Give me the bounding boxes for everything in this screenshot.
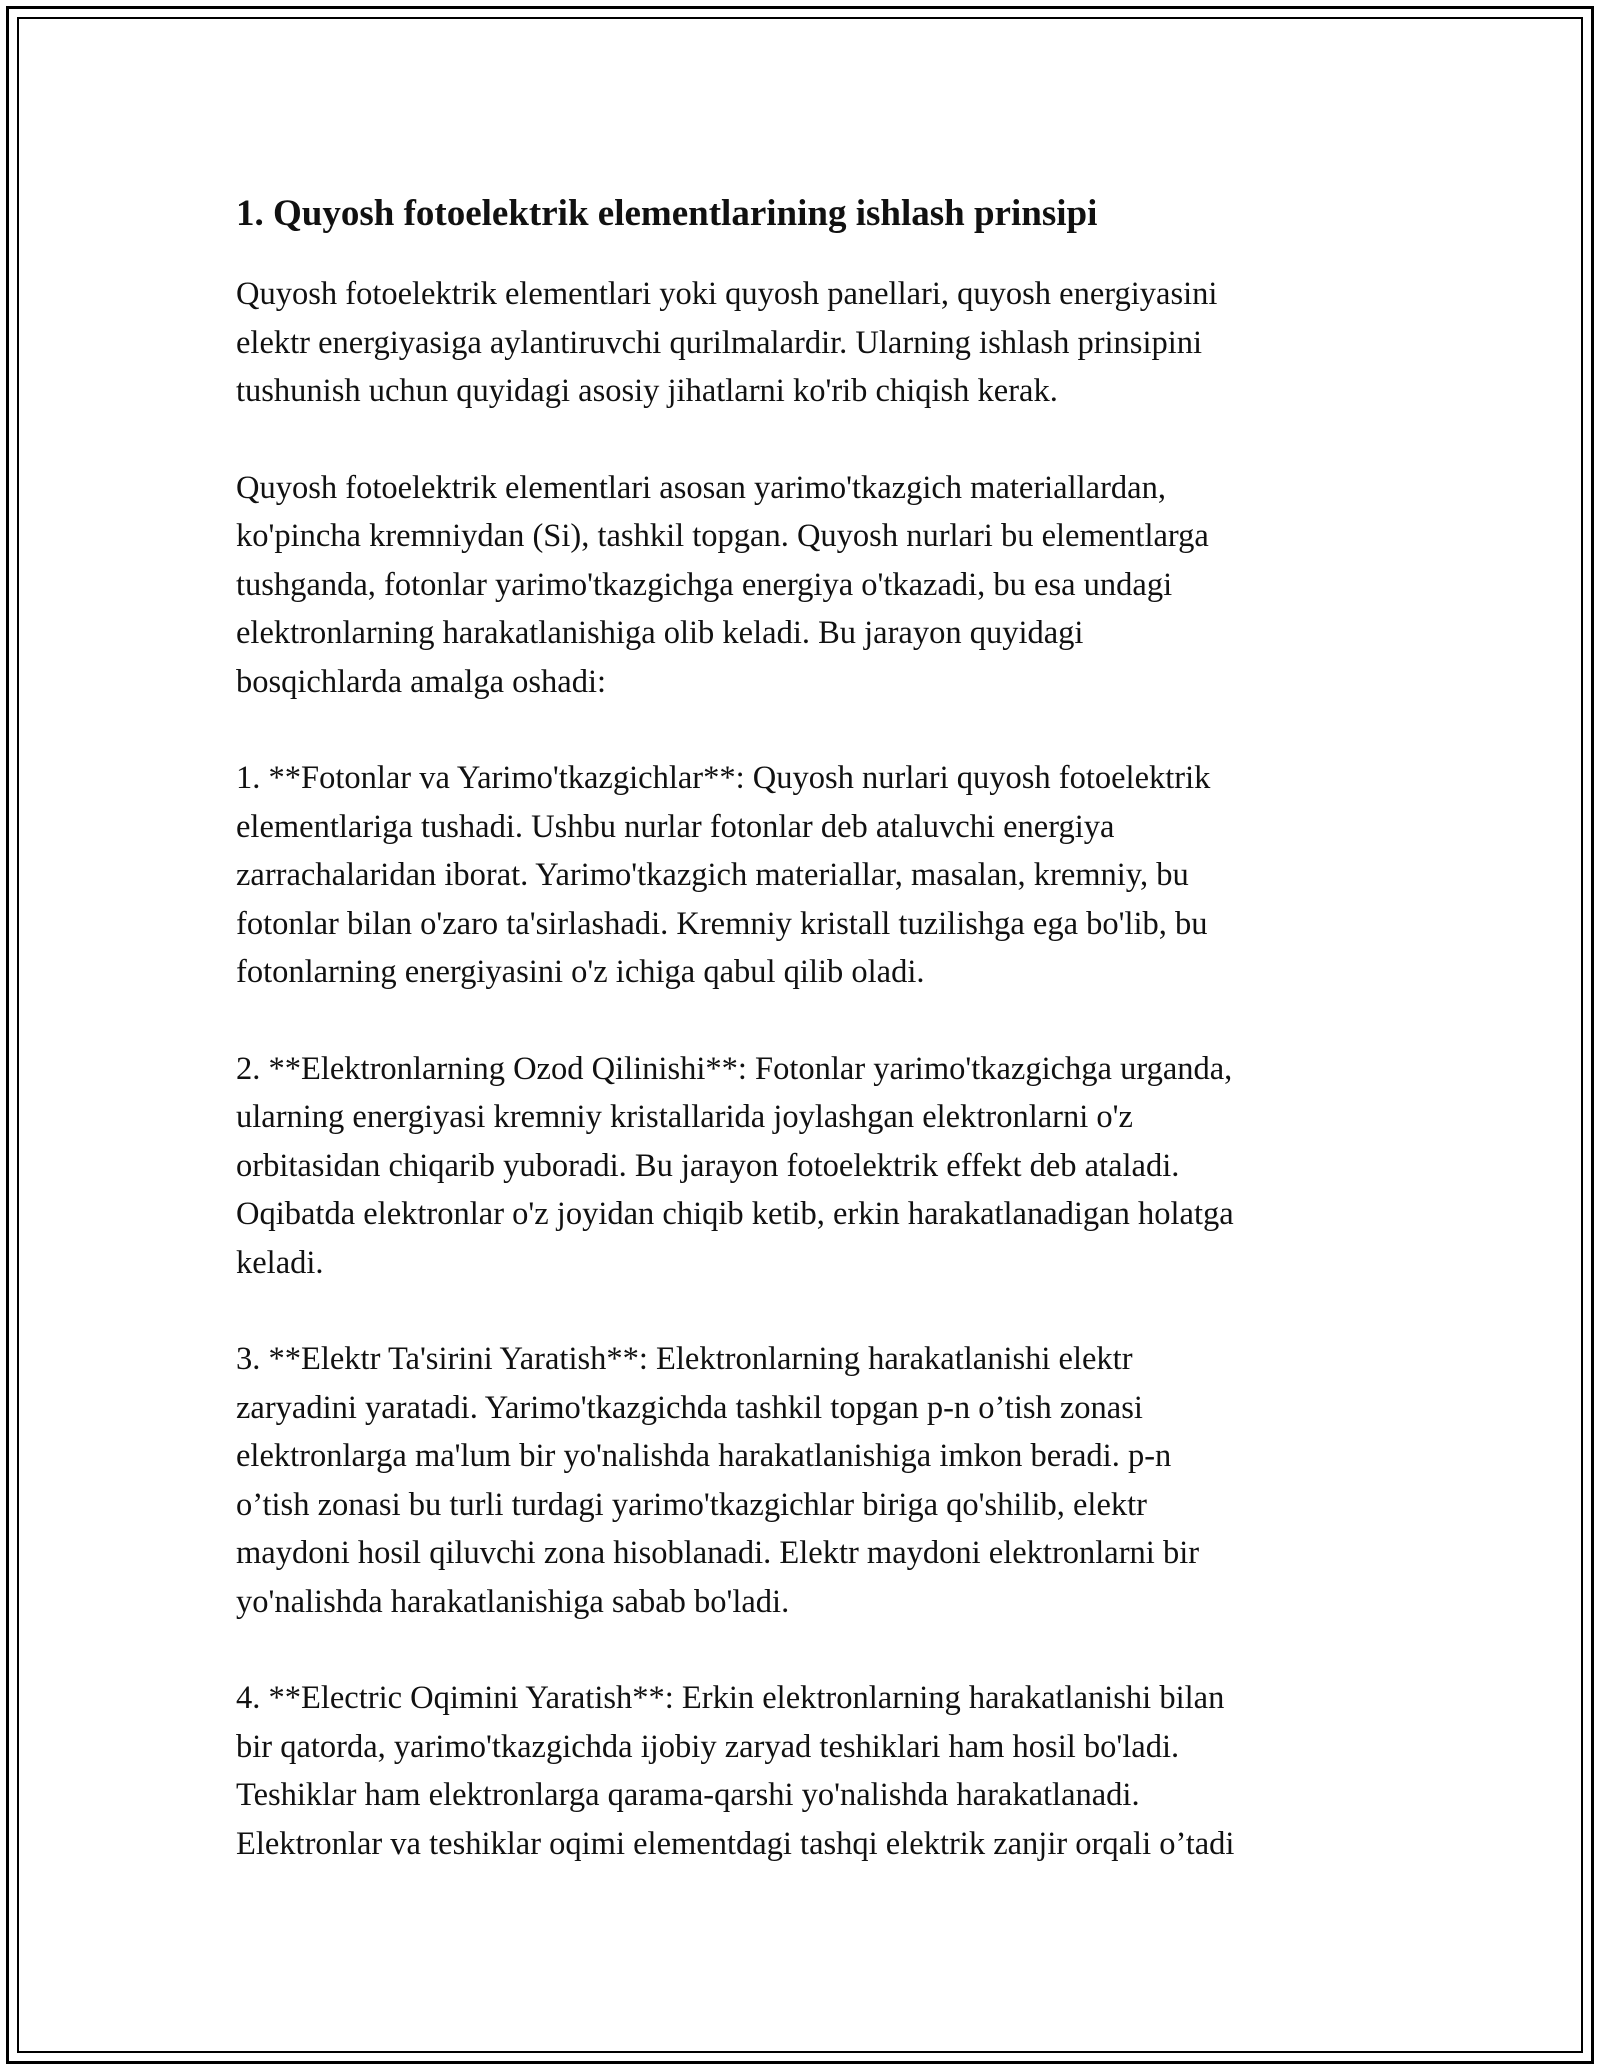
section-heading: 1. Quyosh fotoelektrik elementlarining ishlash prinsipi [236, 193, 1098, 234]
step-1-paragraph: 1. **Fotonlar va Yarimo'tkazgichlar**: Quyosh nurlari quyosh fotoelektrik elementlariga tushadi. Ushbu nurlar fotonlar deb ataluvchi energiya zarrachalaridan iborat. Yarimo'tkazgich materiallar, masalan, kremniy, bu fotonlar bilan o'zaro ta'sirlashadi. Kremniy kristall tuzilishga ega bo'lib, bu fotonlarning energiyasini o'z ichiga qabul qilib oladi. [236, 760, 1211, 990]
step-3-paragraph: 3. **Elektr Ta'sirini Yaratish**: Elektronlarning harakatlanishi elektr zaryadini yaratadi. Yarimo'tkazgichda tashkil topgan p-n o’tish zonasi elektronlarga ma'lum bir yo'nalishda harakatlanishiga imkon beradi. p-n o’tish zonasi bu turli turdagi yarimo'tkazgichlar biriga qo'shilib, elektr maydoni hosil qiluvchi zona hisoblanadi. Elektr maydoni elektronlarni bir yo'nalishda harakatlanishiga sabab bo'ladi. [236, 1341, 1200, 1620]
document-body [236, 186, 1386, 1868]
materials-paragraph: Quyosh fotoelektrik elementlari asosan yarimo'tkazgich materiallardan, ko'pincha kremniydan (Si), tashkil topgan. Quyosh nurlari bu elementlarga tushganda, fotonlar yarimo'tkazgichga energiya o'tkazadi, bu esa undagi elektronlarning harakatlanishiga olib keladi. Bu jarayon quyidagi bosqichlarda amalga oshadi: [236, 469, 1209, 700]
intro-paragraph: Quyosh fotoelektrik elementlari yoki quyosh panellari, quyosh energiyasini elektr energiyasiga aylantiruvchi qurilmalardir. Ularning ishlash prinsipini tushunish uchun quyidagi asosiy jihatlarni ko'rib chiqish kerak. [236, 276, 1218, 409]
step-2-paragraph: 2. **Elektronlarning Ozod Qilinishi**: Fotonlar yarimo'tkazgichga urganda, ularning energiyasi kremniy kristallarida joylashgan elektronlarni o'z orbitasidan chiqarib yuboradi. Bu jarayon fotoelektrik effekt deb ataladi. Oqibatda elektronlar o'z joyidan chiqib ketib, erkin harakatlanadigan holatga keladi. [236, 1050, 1234, 1281]
step-4-paragraph: 4. **Electric Oqimini Yaratish**: Erkin elektronlarning harakatlanishi bilan bir qatorda, yarimo'tkazgichda ijobiy zaryad teshiklari ham hosil bo'ladi. Teshiklar ham elektronlarga qarama-qarshi yo'nalishda harakatlanadi. Elektronlar va teshiklar oqimi elementdagi tashqi elektrik zanjir orqali o’tadi [236, 1680, 1235, 1862]
